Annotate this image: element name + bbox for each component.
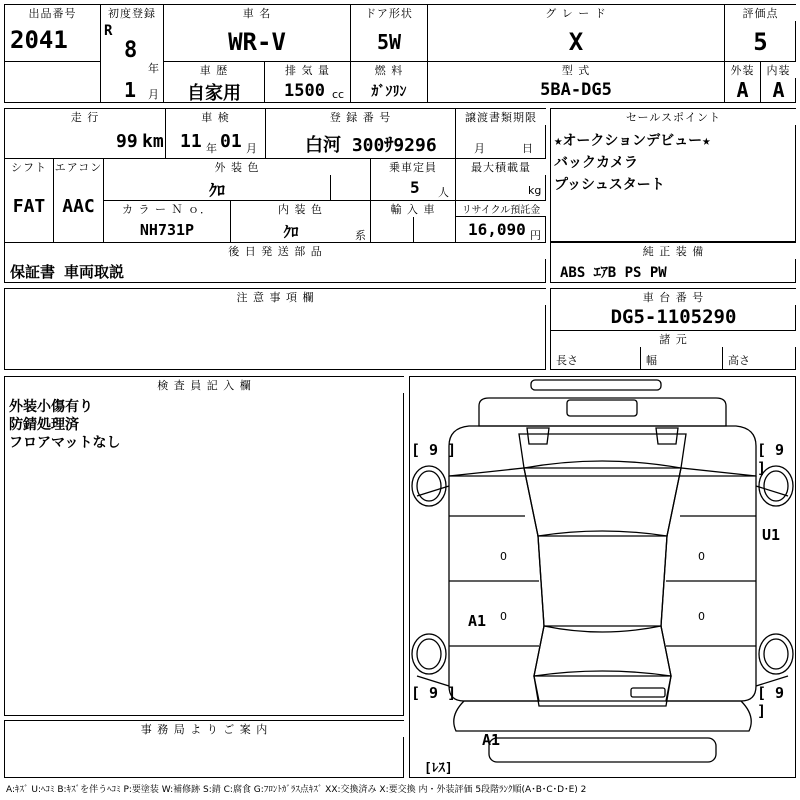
plate-label: 登 録 番 号 bbox=[266, 109, 455, 125]
shift-value: FAT bbox=[12, 196, 46, 217]
lot-number: 2041 bbox=[10, 26, 68, 54]
later-value: 保証書 車両取説 bbox=[10, 263, 125, 281]
tire-front-left-label: [ 9 ] bbox=[411, 441, 457, 459]
tire-rear-left-label: [ 9 ] bbox=[411, 684, 457, 702]
genuine-value: ABS ｴｱB PS PW bbox=[560, 265, 667, 281]
inspection-year-unit: 年 bbox=[206, 142, 217, 155]
sales-point-3: プッシュスタート bbox=[554, 177, 665, 193]
tick-right-2: 0 bbox=[698, 610, 705, 623]
height-label: 高さ bbox=[728, 354, 750, 367]
exterior-value: A bbox=[736, 78, 749, 102]
capacity-label: 乗車定員 bbox=[371, 159, 455, 175]
damage-mark-a1-rear: A1 bbox=[482, 731, 501, 749]
capacity-unit: 人 bbox=[438, 186, 449, 199]
tire-rear-right-label: [ 9 ] bbox=[757, 684, 785, 720]
inspector-line-1: 外装小傷有り bbox=[9, 399, 93, 415]
ext-color-label: 外 装 色 bbox=[104, 159, 370, 175]
int-color-value: ｸﾛ bbox=[283, 223, 299, 241]
mileage-label: 走 行 bbox=[5, 109, 165, 125]
ac-label: エアコン bbox=[54, 161, 103, 174]
transfer-month-unit: 月 bbox=[474, 142, 485, 155]
damage-mark-a1-side: A1 bbox=[468, 612, 487, 630]
fuel-label: 燃 料 bbox=[351, 62, 427, 78]
tick-left-2: 0 bbox=[500, 610, 507, 623]
sales-label: セールスポイント bbox=[551, 109, 796, 125]
first-reg-year: 8 bbox=[124, 38, 138, 63]
notes-label: 注 意 事 項 欄 bbox=[5, 289, 546, 305]
model-value: 5BA-DG5 bbox=[540, 80, 612, 100]
recycle-value: 16,090 bbox=[468, 220, 526, 239]
fuel-value: ｶﾞｿﾘﾝ bbox=[371, 84, 407, 100]
door-label: ドア形状 bbox=[351, 5, 427, 21]
capacity-value: 5 bbox=[410, 178, 420, 197]
inspector-line-2: 防錆処理済 bbox=[9, 417, 79, 433]
mileage-unit: km bbox=[142, 131, 164, 152]
score-label: 評価点 bbox=[725, 5, 796, 21]
interior-value: A bbox=[772, 78, 785, 102]
legend-text: A:ｷｽﾞ U:ﾍｺﾐ B:ｷｽﾞを伴うﾍｺﾐ P:要塗装 W:補修跡 S:錆 C:腐食 G:ﾌﾛﾝﾄｶﾞﾗｽ点ｷｽﾞ XX:交換済み X:要交換 内・外装評価 5段階ﾗﾝｸ順(A･B･C･D･E) 2 bbox=[6, 785, 587, 795]
length-label: 長さ bbox=[556, 354, 578, 367]
history-value: 自家用 bbox=[187, 83, 241, 104]
first-reg-label: 初度登録 bbox=[101, 5, 163, 21]
ext-color-value: ｸﾛ bbox=[208, 181, 225, 200]
inspector-line-3: フロアマットなし bbox=[9, 435, 121, 451]
sales-point-2: バックカメラ bbox=[554, 155, 638, 171]
mileage-value: 99 bbox=[116, 131, 138, 152]
shift-label: シフト bbox=[5, 159, 53, 175]
displacement-unit: cc bbox=[332, 88, 345, 101]
inspection-month-unit: 月 bbox=[246, 142, 257, 155]
tire-front-right-label: [ 9 ] bbox=[757, 441, 785, 477]
interior-label: 内装 bbox=[761, 62, 796, 78]
first-reg-month: 1 bbox=[124, 78, 137, 102]
int-color-label: 内 装 色 bbox=[231, 201, 370, 217]
color-no-value: NH731P bbox=[139, 221, 195, 239]
ac-value: AAC bbox=[62, 196, 95, 217]
chassis-value: DG5-1105290 bbox=[610, 306, 737, 328]
tick-right: 0 bbox=[698, 550, 705, 563]
transfer-label: 譲渡書類期限 bbox=[456, 109, 546, 125]
transfer-day-unit: 日 bbox=[522, 142, 533, 155]
width-label: 幅 bbox=[646, 354, 657, 367]
month-unit: 月 bbox=[148, 88, 159, 101]
inspection-label: 車 検 bbox=[166, 109, 265, 125]
recycle-unit: 円 bbox=[530, 229, 541, 242]
maxload-label: 最大積載量 bbox=[456, 159, 546, 175]
history-label: 車 歴 bbox=[164, 62, 264, 78]
maxload-unit: kg bbox=[528, 184, 542, 197]
color-no-label: カ ラ ー Ｎ ｏ． bbox=[104, 201, 230, 217]
later-label: 後 日 発 送 部 品 bbox=[5, 243, 546, 259]
car-name-label: 車 名 bbox=[164, 5, 350, 21]
int-color-unit: 系 bbox=[355, 229, 366, 242]
year-unit: 年 bbox=[148, 62, 159, 75]
displacement-value: 1500 bbox=[284, 81, 325, 101]
recycle-label: リサイクル預託金 bbox=[456, 201, 546, 216]
damage-mark-less: [ﾚｽ] bbox=[424, 761, 453, 776]
chassis-label: 車 台 番 号 bbox=[551, 289, 796, 305]
damage-mark-u1: U1 bbox=[762, 526, 781, 544]
car-name: WR-V bbox=[228, 28, 286, 56]
grade-label: グ レ ー ド bbox=[428, 5, 724, 21]
exterior-label: 外装 bbox=[725, 62, 760, 78]
era: R bbox=[104, 23, 113, 39]
office-label: 事 務 局 よ り ご 案 内 bbox=[5, 721, 404, 737]
score-value: 5 bbox=[753, 28, 768, 56]
genuine-label: 純 正 装 備 bbox=[551, 243, 796, 259]
door-value: 5W bbox=[376, 30, 402, 54]
grade-value: X bbox=[568, 28, 584, 56]
specs-label: 諸 元 bbox=[551, 331, 796, 347]
plate-value: 白河 300ｻ9296 bbox=[305, 135, 437, 156]
import-label: 輸 入 車 bbox=[371, 201, 455, 217]
lot-label: 出品番号 bbox=[5, 5, 100, 21]
inspection-year: 11 bbox=[180, 131, 202, 152]
sales-point-1: ★オークションデビュー★ bbox=[554, 133, 711, 149]
inspection-month: 01 bbox=[220, 131, 242, 152]
tick-left: 0 bbox=[500, 550, 507, 563]
displacement-label: 排 気 量 bbox=[265, 62, 350, 78]
car-body-diagram bbox=[409, 376, 796, 778]
model-label: 型 式 bbox=[428, 62, 724, 78]
inspector-label: 検 査 員 記 入 欄 bbox=[5, 377, 404, 393]
